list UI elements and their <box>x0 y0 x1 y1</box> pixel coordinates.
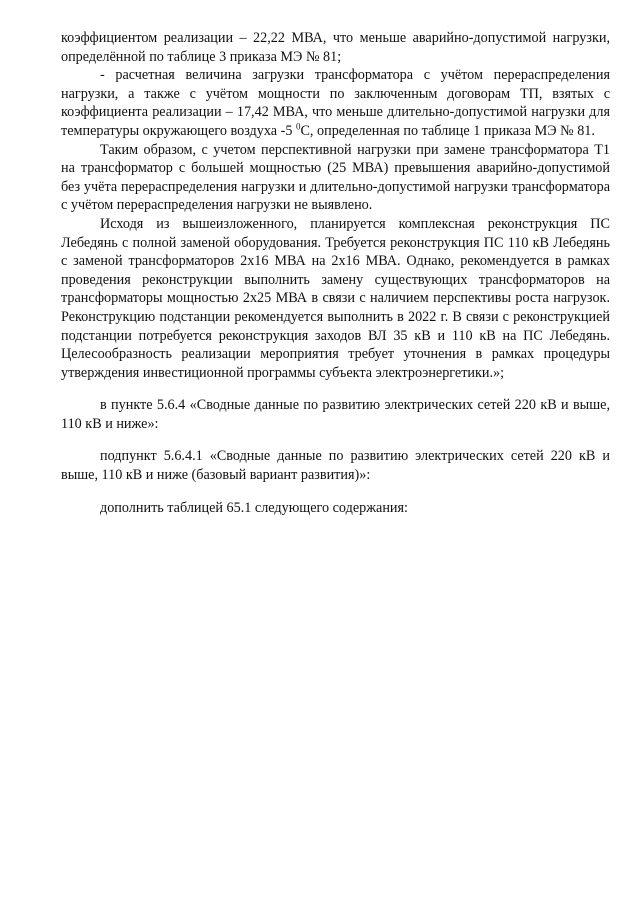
degree-superscript: 0 <box>295 121 301 132</box>
paragraph-2 <box>61 66 610 140</box>
paragraph-7: дополнить таблицей 65.1 следующего содержания: <box>100 499 408 516</box>
document-page <box>61 29 610 517</box>
paragraph-3: Таким образом, с учетом перспективной нагрузки при замене трансформатора Т1 на трансформатор с большей мощностью (25 МВА) превышения аварийно-допустимой без учёта перераспределения нагрузки и длительно-допустимой нагрузки трансформатора с учётом перераспределения нагрузки не выявлено. <box>61 141 610 214</box>
paragraph-1: коэффициентом реализации – 22,22 МВА, что меньше аварийно-допустимой нагрузки, определённой по таблице 3 приказа МЭ № 81; <box>61 30 610 65</box>
paragraph-2-text-after: С, определенная по таблице 1 приказа МЭ № 81. <box>300 122 595 139</box>
paragraph-5: в пункте 5.6.4 «Сводные данные по развитию электрических сетей 220 кВ и выше, 110 кВ и ниже»: <box>61 397 610 432</box>
paragraph-6: подпункт 5.6.4.1 «Сводные данные по развитию электрических сетей 220 кВ и выше, 110 кВ и ниже (базовый вариант развития)»: <box>61 448 610 484</box>
paragraph-4: Исходя из вышеизложенного, планируется комплексная реконструкция ПС Лебедянь с полной заменой оборудования. Требуется реконструкция ПС 110 кВ Лебедянь с заменой трансформаторов 2х16 МВА на 2х16 МВА. Однако, рекомендуется в рамках проведения реконструкции выполнить замену существующих трансформаторов на трансформаторы мощностью 2х25 МВА в связи с наличием перспективы роста нагрузок. Реконструкцию подстанции рекомендуется выполнить в 2022 г. В связи с реконструкцией подстанции потребуется реконструкция заходов ВЛ 35 кВ и 110 кВ на ПС Лебедянь. Целесообразность реализации мероприятия требует уточнения в рамках процедуры утверждения инвестиционной программы субъекта электроэнергетики.»; <box>61 215 610 381</box>
paragraph-2-text-before: - расчетная величина загрузки трансформатора с учётом перераспределения нагрузки, а также с учётом мощности по заключенным договорам ТП, взятых с коэффициента реализации – 17,42 МВА, что меньше длительно-допустимой нагрузки для температуры окружающего воздуха -5 <box>61 67 610 139</box>
